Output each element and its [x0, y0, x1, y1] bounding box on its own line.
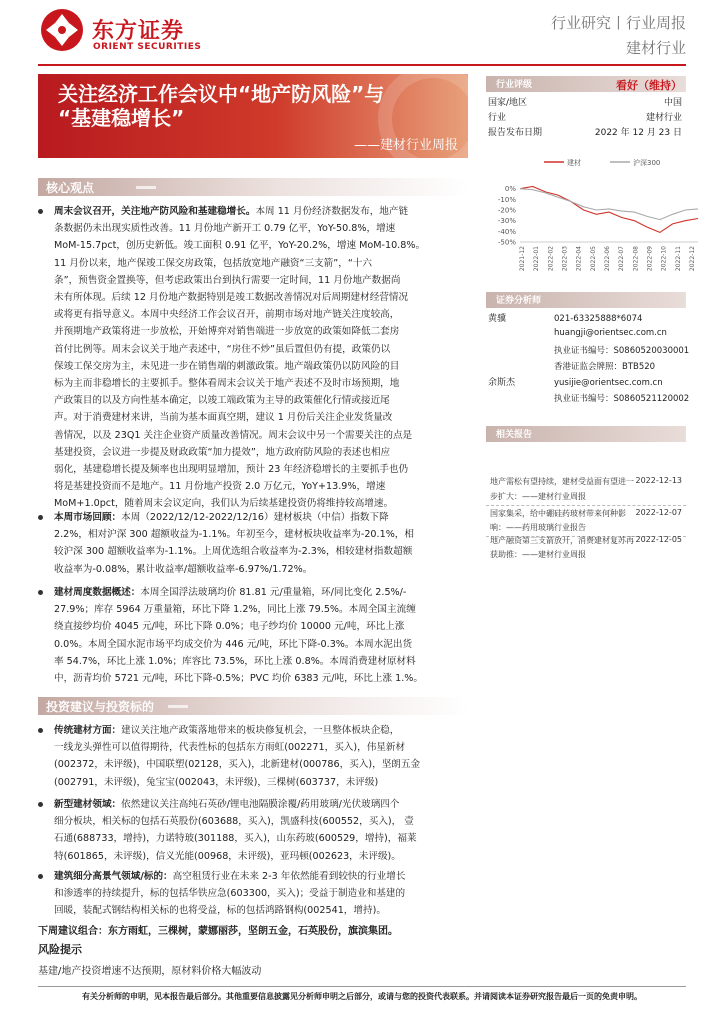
related-report-date: 2022-12-13: [635, 476, 682, 485]
paragraph-line: 新型建材领域：依然建议关注高纯石英砂/锂电池隔膜涂覆/药用玻璃/光伏玻璃四个: [54, 799, 400, 810]
rating-row: [486, 126, 686, 141]
report-title-line1: 关注经济工作会议中“地产防风险”与: [58, 82, 385, 106]
paragraph-line: 27.9%；库存 5964 万重量箱，环比下降 1.2%，同比上涨 79.5%。本周全国主流缠: [54, 604, 416, 616]
footer-disclaimer: 有关分析师的申明，见本报告最后部分。其他重要信息披露见分析师申明之后部分，或请与您的投资代表联系。并请阅读本证券研究报告最后一页的免责申明。: [82, 992, 642, 1001]
paragraph-line: 将是基建投资而不是地产。11 月份地产投资 2.0 万亿元，YoY+13.9%，增速: [54, 481, 386, 493]
analyst-hk-license: 香港证监会牌照：BTB520: [554, 362, 656, 372]
index-performance-chart: [486, 150, 706, 275]
title-banner: [38, 74, 468, 158]
x-tick-label: 2022-08: [632, 246, 640, 272]
x-tick-label: 2022-01: [533, 246, 541, 272]
x-tick-label: 2022-03: [561, 246, 569, 272]
related-report-link[interactable]: 国家集采，给中硼硅药玻材带来何种影: [490, 509, 626, 518]
x-tick-label: 2022-06: [604, 246, 611, 272]
core-views-header: [38, 178, 468, 196]
paragraph-line: 保竣工保交房为主，未见进一步在销售端的刺激政策。地产端政策仍以防风险的目: [54, 360, 400, 372]
invest-header: [38, 697, 468, 715]
analysts-label: 证券分析师: [496, 296, 542, 306]
report-category: 行业研究丨行业周报: [550, 14, 686, 32]
paragraph-line: 中，沥青均价 5721 元/吨，环比下降-0.5%；PVC 均价 6383 元/吨，环比上涨 1.%。: [54, 673, 423, 684]
paragraph-line: (002791，未评级)，兔宝宝(002043，未评级)，三棵树(603737，未评级): [54, 776, 379, 788]
bullet-icon: [38, 590, 43, 595]
paragraph-line: 和渗透率的持续提升，标的包括华铁应急(603300，买入)；受益于制造业和基建的: [54, 888, 406, 900]
paragraph-line: 石通(688733，增持)，力诺特玻(301188，买入)，山东药玻(600529，增持)，福莱: [54, 833, 417, 845]
paragraph-line: 回暖，装配式钢结构相关标的也将受益，标的包括鸿路钢构(002541，增持)。: [54, 905, 386, 917]
bullet-icon: [38, 802, 43, 807]
rating-row-key: 行业: [488, 113, 507, 123]
y-tick-label: 0%: [504, 185, 516, 194]
y-tick-label: -20%: [497, 206, 516, 215]
core-views-label: 核心观点: [46, 181, 95, 195]
related-reports-panel: [486, 426, 686, 559]
x-tick-label: 2021-12: [519, 246, 526, 272]
related-report-link[interactable]: 地产需松有望持续，建材受益面有望进一: [490, 477, 634, 486]
brand-name-en: ORIENT SECURITIES: [93, 42, 202, 52]
related-report-link[interactable]: 获助推：——建材行业周报: [490, 550, 586, 559]
paragraph-line: 标为主而非稳增长的主要抓手。整体看周末会议关于地产表述不及时市场预期，地: [54, 378, 400, 389]
risk-text: 基建/地产投资增速不达预期，原材料价格大幅波动: [38, 966, 262, 977]
report-title-line2: “基建稳增长”: [58, 106, 185, 130]
y-tick-label: -10%: [497, 195, 516, 204]
paragraph-line: 产政策目的以及方向性基本确定，以竣工端政策为主导的政策催化行情或接近尾: [54, 395, 390, 407]
series-line-csi300: [520, 189, 698, 220]
paragraph-line: 首付比例等。周末会议关于地产表述中，“房住不炒”虽后置但仍有提，政策仍以: [54, 343, 391, 355]
paragraph-line: 条数据仍未出现实质性改善。11 月份地产新开工 0.79 亿平，YoY-50.8%，增速: [54, 223, 396, 235]
paragraph-line: 特(601865，未评级)，信义光能(00968，未评级)，亚玛顿(002623，未评级)。: [54, 850, 401, 862]
paragraph-line: 一线龙头弹性可以值得期待，代表性标的包括东方雨虹(002271，买入)，伟星新材: [54, 742, 406, 754]
analyst-phone: 021-63325888*6074: [554, 314, 643, 324]
paragraph-line: 绕直接纱均价 4045 元/吨，环比下降 0.0%；电子纱均价 10000 元/吨，环比上涨: [54, 621, 405, 633]
rating-row-value: 中国: [663, 98, 682, 108]
related-report-link[interactable]: 步扩大：——建材行业周报: [490, 492, 586, 501]
paragraph-line: 条”，预售资金置换等，但考虑政策出台到执行需要一定时间，11 月份地产数据尚: [54, 274, 401, 286]
analyst-name: 余斯杰: [488, 378, 516, 388]
paragraph-line: 传统建材方面：建议关注地产政策落地带来的板块修复机会，一旦整体板块企稳，: [54, 725, 400, 736]
bullet-icon: [38, 728, 43, 733]
rating-row: [486, 96, 686, 111]
bullet-icon: [38, 209, 43, 214]
bullet-icon: [38, 874, 43, 879]
paragraph-line: 本周市场回顾：本周（2022/12/12-2022/12/16）建材板块（中信）指数下降: [54, 512, 389, 523]
orient-logo-icon: [40, 8, 84, 52]
analyst-license: 执业证书编号：S0860520030001: [554, 346, 690, 356]
brand-name-cn: 东方证券: [92, 19, 185, 44]
y-tick-label: -40%: [497, 227, 516, 236]
paragraph-line: 周末会议召开，关注地产防风险和基建稳增长。本周 11 月份经济数据发布，地产链: [54, 206, 409, 217]
analyst-email[interactable]: huangji@orientsec.com.cn: [554, 328, 667, 338]
paragraph-line: 细分板块，相关标的包括石英股份(603688，买入)，凯盛科技(600552，买入)， 壹: [54, 816, 414, 828]
related-report-link[interactable]: 地产融资第三支箭放开，消费建材复苏再: [490, 536, 634, 545]
related-report-date: 2022-12-07: [635, 508, 682, 517]
paragraph-line: MoM-15.7pct，创历史新低。竣工面积 0.91 亿平，YoY-20.2%，增速 MoM-10.8%。: [54, 240, 426, 252]
x-tick-label: 2022-04: [575, 246, 583, 272]
company-logo: [40, 8, 210, 52]
rating-panel: [486, 76, 686, 141]
rating-row-value: 建材行业: [645, 113, 682, 123]
rating-header: [486, 76, 686, 92]
x-tick-label: 2022-02: [547, 246, 555, 272]
paragraph-line: 11 月份以来，地产保竣工保交房政策，包括放宽地产融资“三支箭”，“十六: [54, 257, 372, 269]
related-header: [486, 426, 686, 442]
x-tick-label: 2022-12: [689, 246, 696, 272]
paragraph-line: 率 54.7%，环比上涨 1.0%；库容比 73.5%，环比上涨 0.8%。本周消费建材原材料: [54, 655, 416, 667]
rating-row-value: 2022 年 12 月 23 日: [594, 128, 682, 138]
paragraph-line: 或将更有指导意义。本周中央经济工作会议召开，前期市场对地产链关注度较高，: [54, 309, 400, 321]
footer-divider: [38, 986, 686, 987]
paragraph-line: 0.0%。本周全国水泥市场平均成交价为 446 元/吨，环比下降-0.3%。本周水泥出货: [54, 638, 413, 650]
analyst-email[interactable]: yusijie@orientsec.com.cn: [554, 378, 663, 388]
x-tick-label: 2022-05: [589, 246, 597, 272]
paragraph-line: 建材周度数据概述：本周全国浮法玻璃均价 81.81 元/重量箱，环/同比变化 2.5%/-: [54, 587, 407, 598]
paragraph-line: MoM+1.0pct，随着周末会议定向，我们认为后续基建投资仍将维持较高增速。: [54, 498, 394, 510]
y-tick-label: -30%: [497, 217, 516, 226]
paragraph-line: (002372，未评级)，中国联塑(02128，买入)，北新建材(000786，买入)，坚朗五金: [54, 759, 421, 771]
paragraph-line: 善情况，以及 23Q1 关注企业资产质量改善情况。周末会议中另一个需要关注的点是: [54, 429, 413, 441]
legend-label: 沪深300: [633, 159, 661, 167]
paragraph-line: 较沪深 300 超额收益率为-1.1%。上周优选组合收益率为-2.3%，相较建材指数超额: [54, 546, 413, 558]
analysts-panel: [486, 292, 690, 412]
related-label: 相关报告: [496, 430, 533, 440]
rating-row-key: 报告发布日期: [488, 128, 543, 138]
report-industry: 建材行业: [625, 39, 686, 57]
related-report-link[interactable]: 响：——药用玻璃行业报告: [490, 523, 586, 532]
paragraph-line: 建筑细分高景气领域/标的：高空租赁行业在未来 2-3 年依然能看到较快的行业增长: [54, 871, 406, 882]
analyst-name: 黄骥: [488, 314, 507, 324]
paragraph-line: 并预期地产政策将进一步放松，开始博弈对销售端进一步放宽的政策如降低二套房: [54, 326, 400, 338]
rating-value: 看好（维持）: [616, 79, 682, 92]
analyst-license: 执业证书编号：S0860521120002: [554, 394, 690, 404]
x-tick-label: 2022-07: [618, 246, 626, 272]
related-report-date: 2022-12-05: [635, 535, 682, 544]
y-tick-label: -50%: [497, 238, 516, 247]
bullet-icon: [38, 515, 43, 520]
paragraph-line: 未有所体现。后续 12 月份地产数据特别是竣工数据改善情况对后周期建材经营情况: [54, 292, 409, 303]
x-tick-label: 2022-11: [674, 246, 682, 272]
rating-label: 行业评级: [496, 80, 533, 90]
legend-label: 建材: [567, 159, 581, 167]
x-tick-label: 2022-10: [660, 246, 668, 272]
weekly-portfolio: 下周建议组合：东方雨虹，三棵树，蒙娜丽莎，坚朗五金，石英股份，旗滨集团。: [38, 926, 398, 937]
chart-svg: [486, 150, 706, 275]
related-divider: [486, 505, 686, 506]
invest-label: 投资建议与投资标的: [46, 700, 155, 714]
report-subtitle: ——建材行业周报: [353, 138, 458, 153]
paragraph-line: 2.2%，相对沪深 300 超额收益为-1.1%。年初至今，建材板块收益率为-20.1%，相: [54, 529, 414, 541]
header-divider: [38, 64, 686, 66]
rating-row-key: 国家/地区: [488, 98, 528, 108]
risk-title: 风险提示: [38, 943, 82, 956]
x-tick-label: 2022-09: [646, 246, 654, 272]
paragraph-line: 弱化，基建稳增长提及频率也出现明显增加，预计 23 年经济稳增长的主要抓手也仍: [54, 464, 409, 475]
paragraph-line: 收益率为-0.08%，累计收益率/超额收益率-6.97%/1.72%。: [54, 563, 313, 575]
rating-row: [486, 111, 686, 126]
paragraph-line: 基建投资，会议进一步提及财政政策“加力提效”，地方政府防风险的表述也相应: [54, 446, 391, 458]
paragraph-line: 声。对于消费建材来讲，当前为基本面真空期，建议 1 月份后关注企业发货量改: [54, 412, 393, 424]
analysts-header: [486, 292, 686, 308]
